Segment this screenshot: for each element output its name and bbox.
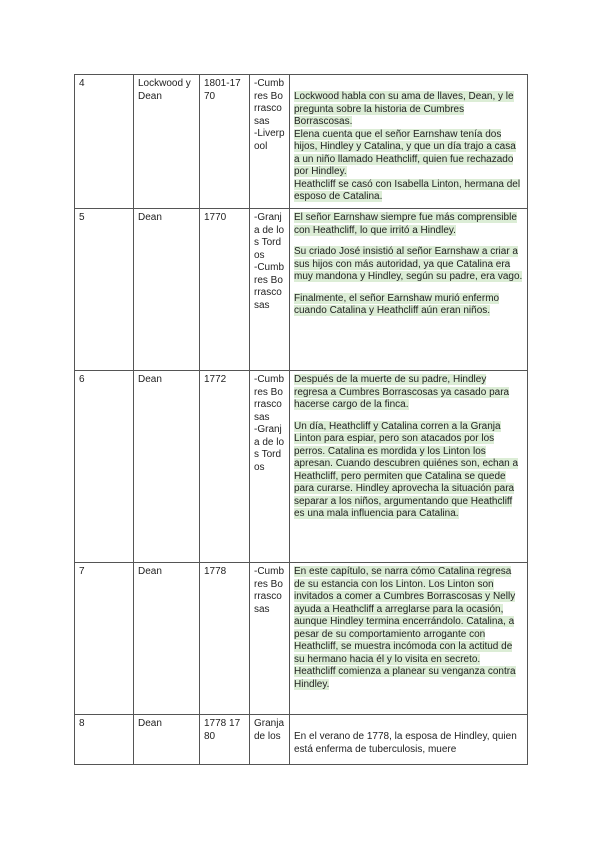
table-row: [75, 371, 528, 563]
narrator: Dean: [134, 563, 200, 715]
summary-paragraph: Un día, Heathcliff y Catalina corren a la Granja Linton para espiar, pero son atacados por los perros. Catalina es mordida y los Linton los apresan. Cuando descubren quiénes son, echan a Heathcliff, pero permiten que Catalina se quede para curarse. Hindley aprovecha la situación para separar a los niños, argumentando que Heathcliff es una mala influencia para Catalina.: [294, 420, 519, 519]
year: 1778 1780: [200, 715, 250, 765]
narrator: Lockwood y Dean: [134, 75, 200, 209]
summary-paragraph: Su criado José insistió al señor Earnshaw a criar a sus hijos con más autoridad, ya que Catalina era muy mandona y Hindley, según su padre, era vago.: [294, 246, 523, 282]
summary: [290, 715, 528, 765]
chapter-number: 6: [75, 371, 134, 563]
summary: [290, 209, 528, 371]
table-row: [75, 563, 528, 715]
place: -Cumbres Borrascosas -Granja de los Tordos: [250, 371, 290, 563]
place: -Cumbres Borrascosas: [250, 563, 290, 715]
chapter-number: 8: [75, 715, 134, 765]
chapter-number: 5: [75, 209, 134, 371]
summary-paragraph: Lockwood habla con su ama de llaves, Dean, y le pregunta sobre la historia de Cumbres Borrascosas. Elena cuenta que el señor Earnshaw tenía dos hijos, Hindley y Catalina, y que un día trajo a casa a un niño llamado Heathcliff, quien fue rechazado por Hindley. Heathcliff se casó con Isabella Linton, hermana del esposo de Catalina.: [294, 91, 521, 202]
place: -Cumbres Borrascosas -Liverpool: [250, 75, 290, 209]
year: 1770: [200, 209, 250, 371]
table-row: [75, 75, 528, 209]
summary-paragraph: En el verano de 1778, la esposa de Hindley, quien está enferma de tuberculosis, muere: [294, 731, 517, 755]
narrator: Dean: [134, 209, 200, 371]
year: 1772: [200, 371, 250, 563]
year: 1778: [200, 563, 250, 715]
summary-paragraph: En este capítulo, se narra cómo Catalina regresa de su estancia con los Linton. Los Linton son invitados a comer a Cumbres Borrascosas y Nelly ayuda a Heathcliff a arreglarse para la ocasión, aunque Hindley termina encerrándolo. Catalina, a pesar de su comportamiento arrogante con Heathcliff, se muestra incómoda con la actitud de su hermano hacia él y lo visita en secreto. Heathcliff comienza a planear su venganza contra Hindley.: [294, 566, 516, 690]
chapter-number: 4: [75, 75, 134, 209]
narrator: Dean: [134, 371, 200, 563]
place: Granja de los: [250, 715, 290, 765]
narrator: Dean: [134, 715, 200, 765]
table-row: [75, 209, 528, 371]
summary-paragraph: El señor Earnshaw siempre fue más comprensible con Heathcliff, lo que irritó a Hindley.: [294, 212, 517, 236]
chapter-number: 7: [75, 563, 134, 715]
place: -Granja de los Tordos -Cumbres Borrascosas: [250, 209, 290, 371]
summary: [290, 75, 528, 209]
chapter-table: [74, 74, 528, 765]
table-row: [75, 715, 528, 765]
summary: [290, 371, 528, 563]
year: 1801-1770: [200, 75, 250, 209]
summary: [290, 563, 528, 715]
summary-paragraph: Después de la muerte de su padre, Hindley regresa a Cumbres Borrascosas ya casado para hacerse cargo de la finca.: [294, 374, 510, 410]
summary-paragraph: Finalmente, el señor Earnshaw murió enfermo cuando Catalina y Heathcliff aún eran niños.: [294, 292, 500, 316]
